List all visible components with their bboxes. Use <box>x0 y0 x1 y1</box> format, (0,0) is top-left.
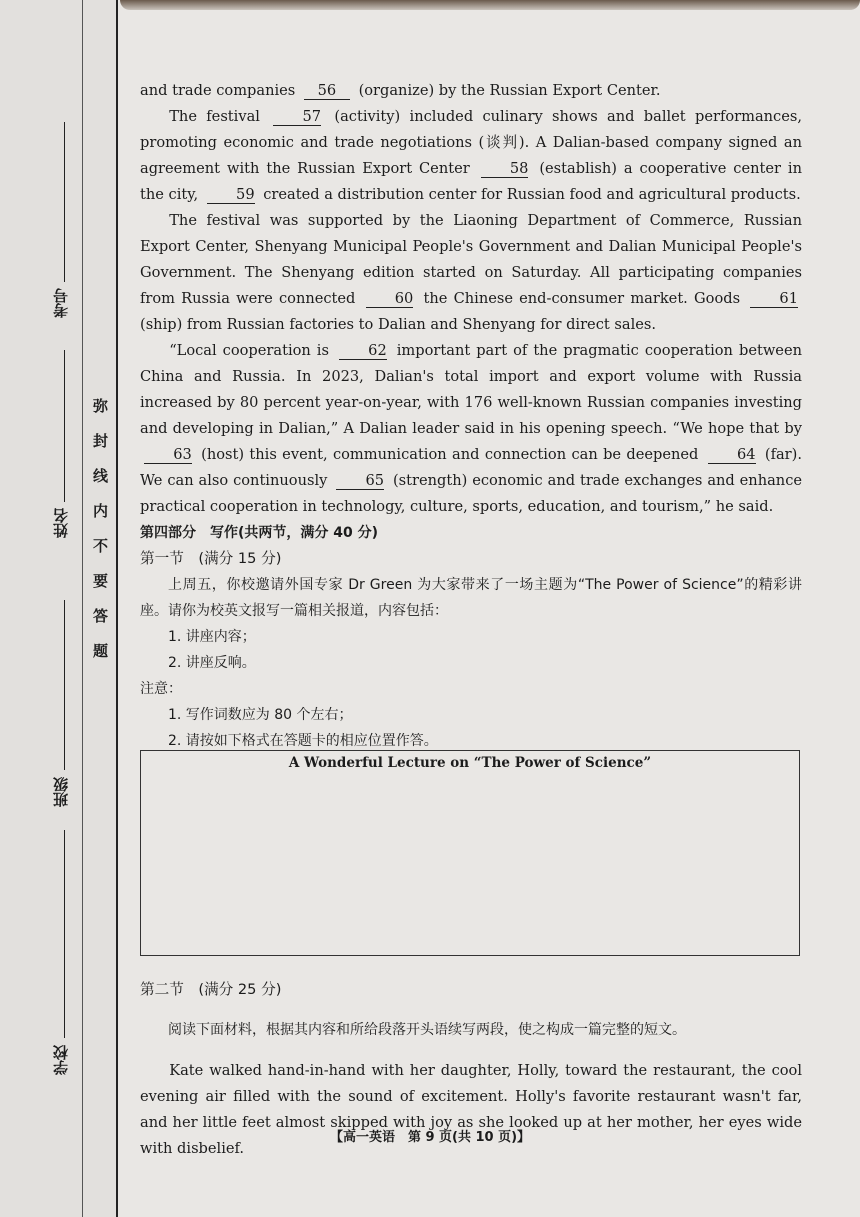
text: The festival <box>169 108 260 125</box>
school-blank <box>64 830 65 1038</box>
text: (activity) included culinary shows and ballet performances, promoting economic and trade negotiations (谈判). A Dalian-based company signed an agreement with the Russian Export Center <box>140 108 802 177</box>
section-2-prompt: 阅读下面材料，根据其内容和所给段落开头语续写两段，使之构成一篇完整的短文。 <box>168 1022 686 1039</box>
blank-61: 61 <box>750 290 798 308</box>
answer-box <box>140 750 800 956</box>
section-1-prompt: 上周五，你校邀请外国专家 Dr Green 为大家带来了一场主题为“The Power of Science”的精彩讲座。请你为校英文报写一篇相关报道，内容包括： <box>140 577 802 619</box>
text: “Local cooperation is <box>169 342 329 359</box>
story-opening: Kate walked hand-in-hand with her daughter, Holly, toward the restaurant, the cool evening air filled with the sound of excitement. Holly's favorite restaurant wasn't far, and her little feet almost skipped with joy as she looked up at her mother, her eyes wide with disbelief. <box>140 1061 802 1157</box>
point-1: 1. 讲座内容； <box>168 629 256 645</box>
text: (establish) a cooperative center in the city, <box>140 160 802 203</box>
top-shadow <box>120 0 860 10</box>
paragraph-4 <box>140 338 802 520</box>
answer-box-title: A Wonderful Lecture on “The Power of Science” <box>288 755 652 771</box>
class-blank <box>64 600 65 770</box>
name-label: 姓名 <box>52 508 70 538</box>
blank-60: 60 <box>366 290 414 308</box>
text: The festival was supported by the Liaoning Department of Commerce, Russian Export Center, Shenyang Municipal People's Government and Dalian Municipal People's Government. The Shenyang edition started on Saturday. All participating companies from Russia were connected <box>140 212 802 307</box>
note-2: 2. 请按如下格式在答题卡的相应位置作答。 <box>168 733 438 749</box>
name-blank <box>64 350 65 502</box>
passage <box>140 78 802 754</box>
blank-58: 58 <box>481 160 529 178</box>
text: (far). We can also continuously <box>140 446 802 489</box>
school-label: 学校 <box>52 1045 70 1075</box>
paragraph-2 <box>140 104 802 208</box>
class-label: 班级 <box>52 777 70 807</box>
text: created a distribution center for Russian food and agricultural products. <box>263 186 801 203</box>
section-2-title: 第二节 (满分 25 分) <box>140 980 282 998</box>
blank-63: 63 <box>144 446 192 464</box>
seal-notice: 弥封线内不要答题 <box>91 398 109 678</box>
text: (strength) economic and trade exchanges and enhance practical cooperation in technology, culture, sports, education, and tourism,” he said. <box>140 472 803 515</box>
section-1-title: 第一节 (满分 15 分) <box>140 550 282 567</box>
text: and trade companies <box>140 82 296 99</box>
text: (organize) by the Russian Export Center. <box>358 82 661 99</box>
text: important part of the pragmatic cooperation between China and Russia. In 2023, Dalian's total import and export volume with Russia increased by 80 percent year-on-year, with 176 well-known Russian companies investing and developing in Dalian,” A Dalian leader said in his opening speech. “We hope that by <box>140 342 802 437</box>
exam-number-label: 考号 <box>52 288 70 318</box>
part-4-title: 第四部分 写作(共两节，满分 40 分) <box>140 525 379 541</box>
blank-56: 56 <box>304 82 350 100</box>
paragraph-1 <box>140 78 802 104</box>
point-2: 2. 讲座反响。 <box>168 655 256 671</box>
blank-57: 57 <box>273 108 321 126</box>
note-1: 1. 写作词数应为 80 个左右； <box>168 707 353 723</box>
exam-number-blank <box>64 122 65 282</box>
margin-line-outer <box>82 0 83 1217</box>
blank-59: 59 <box>207 186 255 204</box>
blank-65: 65 <box>336 472 384 490</box>
text: the Chinese end-consumer market. Goods <box>423 290 741 307</box>
margin-line-inner <box>116 0 118 1217</box>
paragraph-3 <box>140 208 802 338</box>
text: (ship) from Russian factories to Dalian and Shenyang for direct sales. <box>140 316 656 333</box>
note-title: 注意： <box>140 681 182 697</box>
blank-62: 62 <box>339 342 387 360</box>
blank-64: 64 <box>708 446 756 464</box>
text: (host) this event, communication and connection can be deepened <box>201 446 699 463</box>
page-footer: 【高一英语 第 9 页(共 10 页)】 <box>329 1130 531 1145</box>
